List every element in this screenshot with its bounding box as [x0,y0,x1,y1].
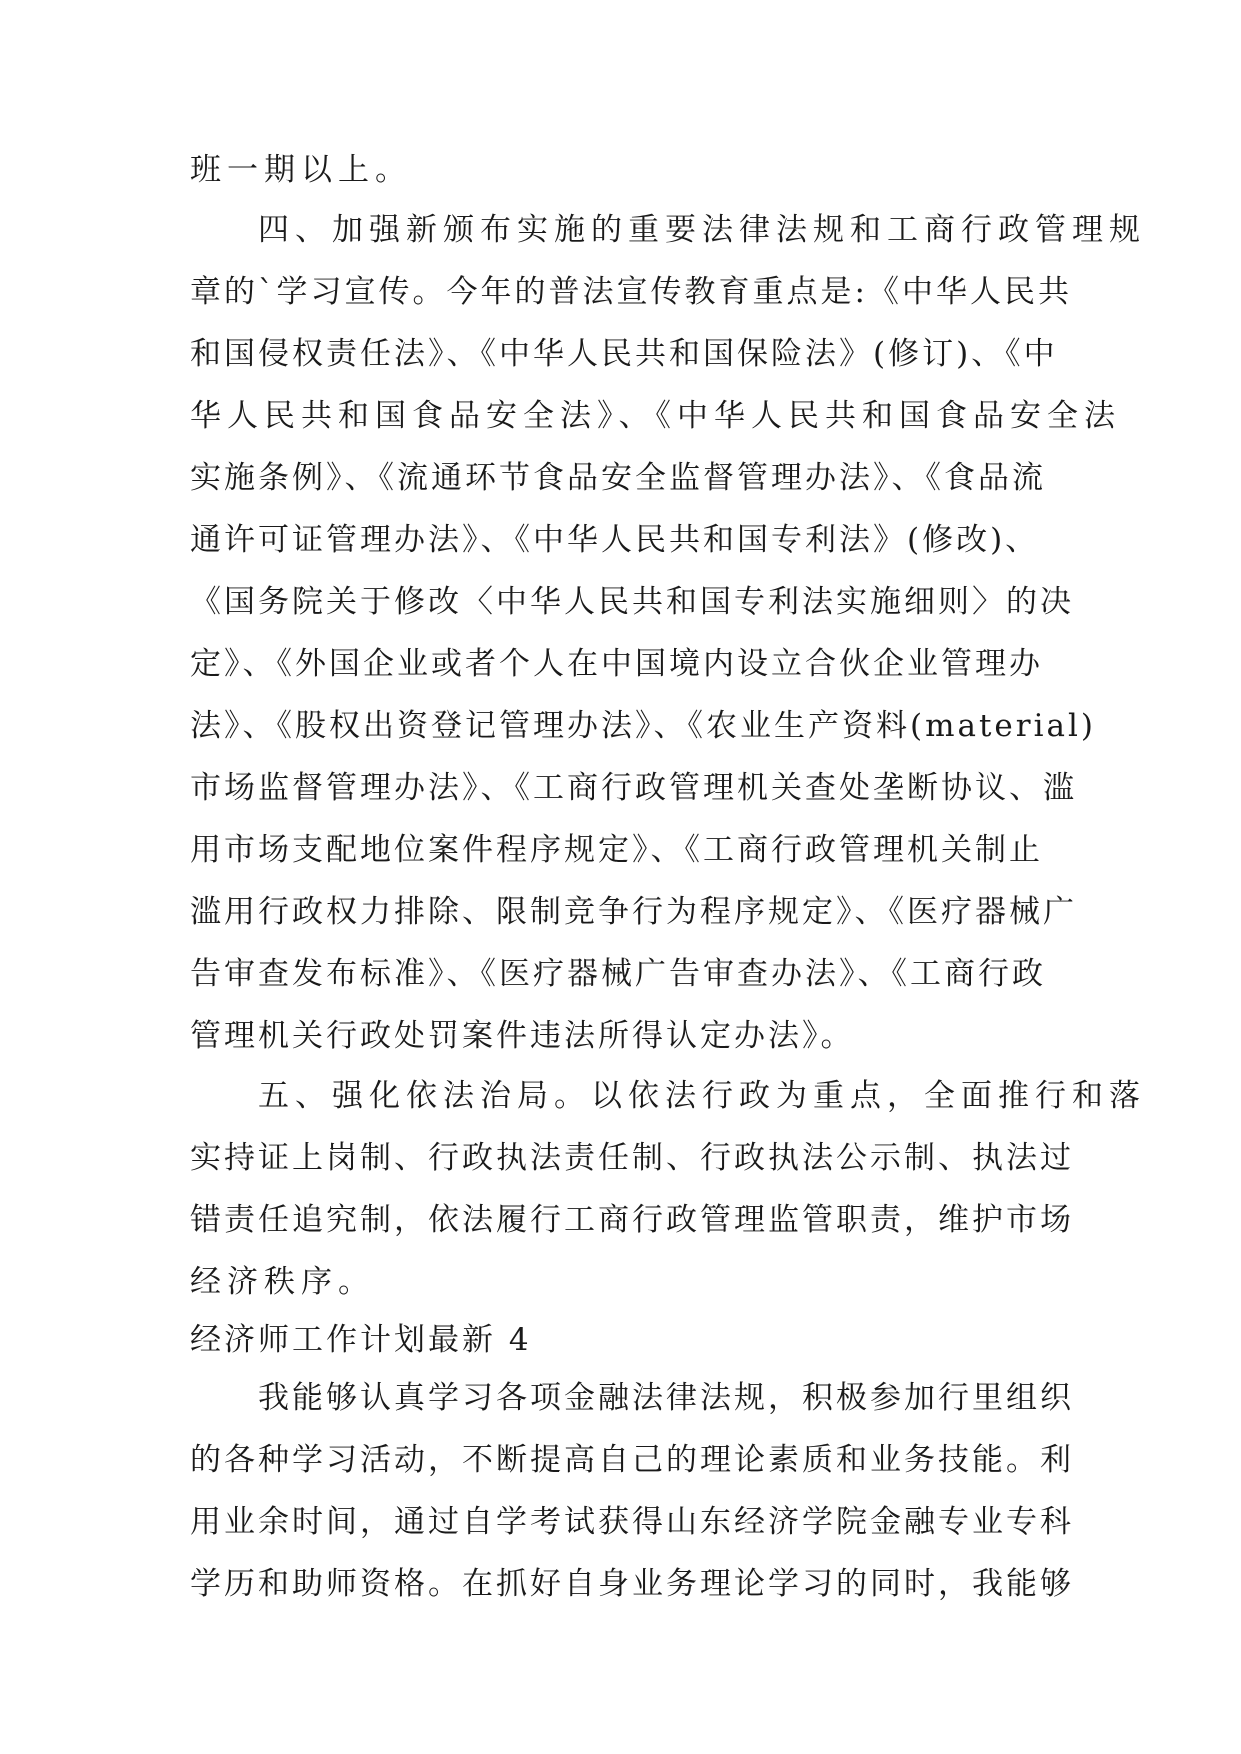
paragraph-four-line-4: 华人民共和国食品安全法》、《中华人民共和国食品安全法 [190,398,1121,434]
paragraph-four-line-7: 《国务院关于修改〈中华人民共和国专利法实施细则〉的决 [190,584,1074,620]
paragraph-four-line-3: 和国侵权责任法》、《中华人民共和国保险法》(修订)、《中 [190,336,1058,372]
paragraph-five-line-3: 错责任追究制，依法履行工商行政管理监管职责，维护市场 [190,1202,1074,1238]
section-heading: 经济师工作计划最新 4 [190,1322,532,1358]
paragraph-four-line-6: 通许可证管理办法》、《中华人民共和国专利法》(修改)、 [190,522,1040,558]
paragraph-continuation-line: 班一期以上。 [190,152,412,188]
paragraph-four-line-2: 章的`学习宣传。今年的普法宣传教育重点是:《中华人民共 [190,274,1072,310]
paragraph-five-line-4: 经济秩序。 [190,1264,375,1300]
paragraph-five-line-1: 五、强化依法治局。以依法行政为重点，全面推行和落 [258,1078,1146,1114]
paragraph-four-line-13: 告审查发布标准》、《医疗器械广告审查办法》、《工商行政 [190,956,1046,992]
paragraph-four-line-5: 实施条例》、《流通环节食品安全监督管理办法》、《食品流 [190,460,1046,496]
paragraph-six-line-2: 的各种学习活动，不断提高自己的理论素质和业务技能。利 [190,1442,1074,1478]
paragraph-six-line-1: 我能够认真学习各项金融法律法规，积极参加行里组织 [258,1380,1074,1416]
paragraph-four-line-1: 四、加强新颁布实施的重要法律法规和工商行政管理规 [258,212,1146,248]
paragraph-four-line-14: 管理机关行政处罚案件违法所得认定办法》。 [190,1018,855,1054]
paragraph-four-line-8: 定》、《外国企业或者个人在中国境内设立合伙企业管理办 [190,646,1043,682]
paragraph-four-line-11: 用市场支配地位案件程序规定》、《工商行政管理机关制止 [190,832,1043,868]
paragraph-four-line-12: 滥用行政权力排除、限制竞争行为程序规定》、《医疗器械广 [190,894,1077,930]
paragraph-four-line-10: 市场监督管理办法》、《工商行政管理机关查处垄断协议、滥 [190,770,1077,806]
paragraph-six-line-3: 用业余时间，通过自学考试获得山东经济学院金融专业专科 [190,1504,1074,1540]
paragraph-four-line-9: 法》、《股权出资登记管理办法》、《农业生产资料(material) [190,708,1096,744]
paragraph-five-line-2: 实持证上岗制、行政执法责任制、行政执法公示制、执法过 [190,1140,1074,1176]
paragraph-six-line-4: 学历和助师资格。在抓好自身业务理论学习的同时，我能够 [190,1566,1074,1602]
